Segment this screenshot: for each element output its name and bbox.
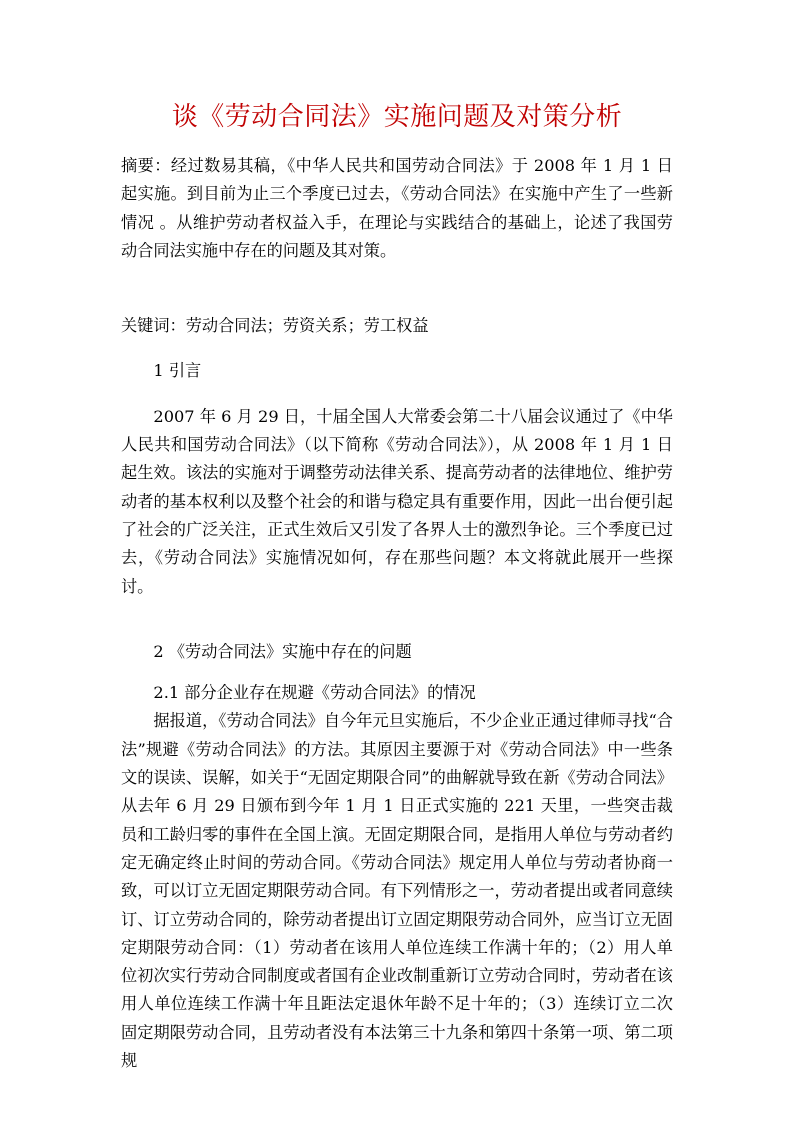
section-1-paragraph: 2007 年 6 月 29 日，十届全国人大常委会第二十八届会议通过了《中华人民共和国劳动合同法》（以下简称《劳动合同法》），从 2008 年 1 月 1 日起生效。该法的实施对于调整劳动法律关系、提高劳动者的法律地位、维护劳动者的基本权利以及整个社会的和谐与稳定具有重要作用，因此一出台便引起了社会的广泛关注，正式生效后又引发了各界人士的激烈争论。三个季度已过去，《劳动合同法》实施情况如何，存在那些问题？本文将就此展开一些探讨。 — [121, 406, 673, 596]
document-title: 谈《劳动合同法》实施问题及对策分析 — [171, 102, 623, 132]
abstract-paragraph: 摘要：经过数易其稿，《中华人民共和国劳动合同法》于 2008 年 1 月 1 日起实施。到目前为止三个季度已过去，《劳动合同法》在实施中产生了一些新情况 。从维护劳动者权益入手，在理论与实践结合的基础上，论述了我国劳动合同法实施中存在的问题及其对策。 — [121, 156, 673, 260]
section-2-1-heading: 2.1 部分企业存在规避《劳动合同法》的情况 — [153, 683, 476, 703]
keywords-line: 关键词：劳动合同法；劳资关系；劳工权益 — [121, 316, 429, 336]
section-1-heading: 1 引言 — [153, 361, 202, 381]
document-body — [121, 152, 673, 1075]
section-2-1-paragraph: 据报道，《劳动合同法》自今年元旦实施后，不少企业正通过律师寻找“合法”规避《劳动合同法》的方法。其原因主要源于对《劳动合同法》中一些条文的误读、误解，如关于“无固定期限合同”的曲解就导致在新《劳动合同法》从去年 6 月 29 日颁布到今年 1 月 1 日正式实施的 221 天里，一些突击裁员和工龄归零的事件在全国上演。无固定期限合同，是指用人单位与劳动者约定无确定终止时间的劳动合同。《劳动合同法》规定用人单位与劳动者协商一致，可以订立无固定期限劳动合同。有下列情形之一，劳动者提出或者同意续订、订立劳动合同的，除劳动者提出订立固定期限劳动合同外，应当订立无固定期限劳动合同：（1）劳动者在该用人单位连续工作满十年的；（2）用人单位初次实行劳动合同制度或者国有企业改制重新订立劳动合同时，劳动者在该用人单位连续工作满十年且距法定退休年龄不足十年的；（3）连续订立二次固定期限劳动合同，且劳动者没有本法第三十九条和第四十条第一项、第二项规 — [121, 711, 673, 1071]
section-2-heading: 2 《劳动合同法》实施中存在的问题 — [153, 641, 412, 661]
